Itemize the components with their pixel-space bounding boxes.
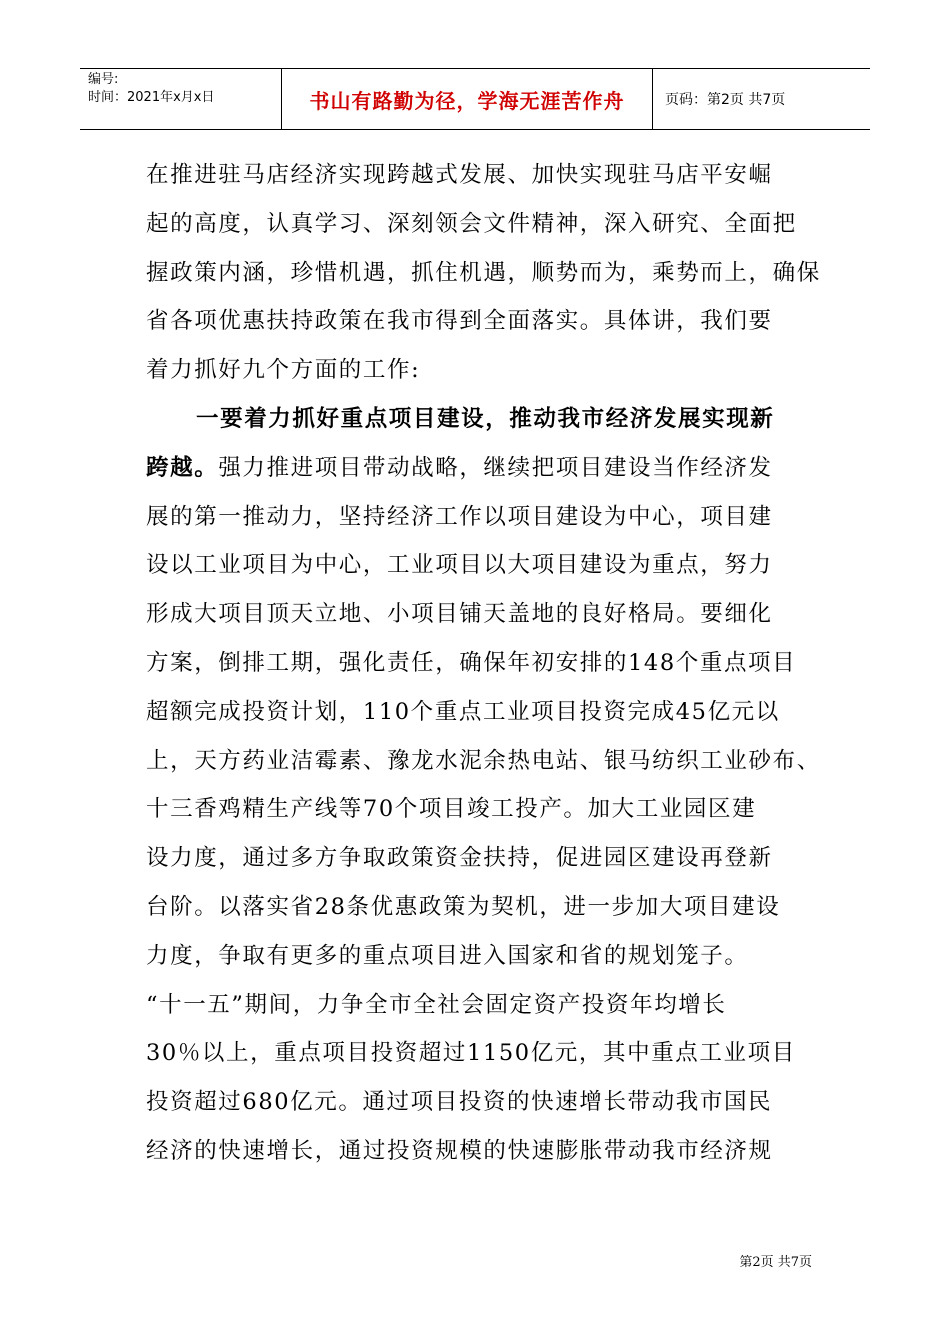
body-line: 超额完成投资计划，110个重点工业项目投资完成45亿元以	[146, 698, 780, 725]
body-line: 省各项优惠扶持政策在我市得到全面落实。具体讲，我们要	[146, 308, 773, 335]
body-line: 设以工业项目为中心，工业项目以大项目建设为重点，努力	[146, 552, 773, 579]
document-number-label: 编号:	[88, 72, 119, 87]
body-line: 十三香鸡精生产线等70个项目竣工投产。加大工业园区建	[146, 796, 757, 823]
document-time-label: 时间：2021年x月x日	[88, 90, 215, 105]
document-body	[146, 151, 821, 1176]
page-header	[80, 68, 870, 130]
body-line: 台阶。以落实省28条优惠政策为契机，进一步加大项目建设	[146, 893, 781, 920]
page-footer-number: 第2页 共7页	[739, 1255, 812, 1270]
body-line-with-bold-lead	[146, 444, 806, 493]
body-line: 投资超过680亿元。通过项目投资的快速增长带动我市国民	[146, 1089, 773, 1116]
body-line: 握政策内涵，珍惜机遇，抓住机遇，顺势而为，乘势而上，确保	[146, 259, 821, 286]
body-line: 力度，争取有更多的重点项目进入国家和省的规划笼子。	[146, 942, 749, 969]
body-line: 经济的快速增长，通过投资规模的快速膨胀带动我市经济规	[146, 1137, 773, 1164]
body-line: “十一五”期间，力争全市全社会固定资产投资年均增长	[146, 991, 727, 1018]
body-line: 30％以上，重点项目投资超过1150亿元，其中重点工业项目	[146, 1040, 796, 1067]
body-line: 上，天方药业洁霉素、豫龙水泥余热电站、银马纺织工业砂布、	[146, 747, 821, 774]
header-motto: 书山有路勤为径，学海无涯苦作舟	[282, 69, 653, 129]
body-line: 方案，倒排工期，强化责任，确保年初安排的148个重点项目	[146, 649, 797, 676]
section-heading-line: 一要着力抓好重点项目建设，推动我市经济发展实现新	[196, 405, 775, 432]
header-page-number: 页码：第2页 共7页	[665, 92, 786, 108]
header-meta	[80, 69, 282, 129]
body-line: 着力抓好九个方面的工作:	[146, 357, 421, 384]
body-line: 形成大项目顶天立地、小项目铺天盖地的良好格局。要细化	[146, 601, 773, 628]
body-line: 起的高度，认真学习、深刻领会文件精神，深入研究、全面把	[146, 210, 797, 237]
body-line: 在推进驻马店经济实现跨越式发展、加快实现驻马店平安崛	[146, 162, 773, 188]
body-line-text: 强力推进项目带动战略，继续把项目建设当作经济发	[218, 454, 773, 481]
body-line: 设力度，通过多方争取政策资金扶持，促进园区建设再登新	[146, 845, 773, 872]
section-heading-tail: 跨越。	[146, 454, 219, 481]
body-line: 展的第一推动力，坚持经济工作以项目建设为中心，项目建	[146, 503, 773, 530]
